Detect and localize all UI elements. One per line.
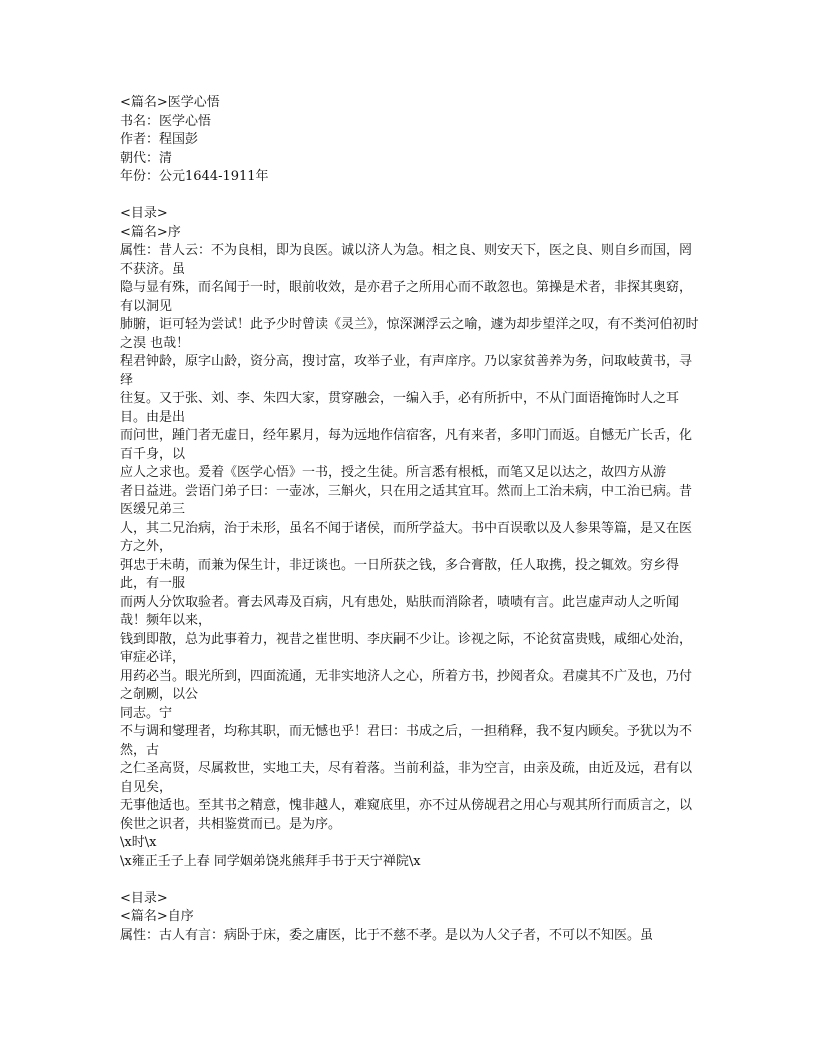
paragraph-line: 属性：古人有言：病卧于床，委之庸医，比于不慈不孝。是以为人父子者，不可以不知医。虽	[120, 927, 654, 943]
section-title-self-preface: <篇名>自序	[120, 909, 194, 924]
paragraph-line: 往复。又于张、刘、李、朱四大家，贯穿融会，一编入手，必有所折中，不从门面语掩饰时人之耳目。由是出	[120, 391, 680, 425]
paragraph-line: 属性：昔人云：不为良相，即为良医。诚以济人为急。相之良、则安天下，医之良、则自乡而国，罔不获济。虽	[120, 243, 693, 277]
paragraph-line: 而问世，踵门者无虚日，经年累月，每为远地作信宿客，凡有来者，多叩门而返。自憾无广长舌，化百千身，以	[120, 428, 693, 462]
section-title-preface: <篇名>序	[120, 224, 181, 240]
book-line: 书名：医学心悟	[120, 113, 212, 129]
paragraph-line: 者日益进。尝语门弟子曰：一壶冰，三斛火，只在用之适其宜耳。然而上工治未病，中工治已病。昔医缓兄弟三	[120, 483, 693, 517]
paragraph-line: 同志。宁	[120, 705, 173, 721]
document-page	[120, 94, 700, 945]
paragraph-line: 无事他适也。至其书之精意，愧非越人，难窥底里，亦不过从傍觇君之用心与观其所行而质言之，以俟世之识者，共相鉴赏而已。是为序。	[120, 798, 693, 832]
spacer	[120, 871, 700, 890]
toc-label: <目录>	[120, 206, 168, 221]
paragraph-line: 隐与显有殊，而名闻于一时，眼前收效，是亦君子之所用心而不敢忽也。第操是术者，非探其奥窈，有以洞见	[120, 280, 693, 314]
year-line: 年份：公元1644-1911年	[120, 169, 269, 184]
paragraph-line: 不与调和燮理者，均称其职，而无憾也乎！君曰：书成之后，一担稍释，我不复内顾矣。予犹以为不然，古	[120, 724, 693, 758]
author-line: 作者：程国彭	[120, 132, 199, 147]
toc-label: <目录>	[120, 890, 168, 906]
paragraph-line: 钱到即散，总为此事着力，视昔之崔世明、李庆嗣不少让。诊视之际，不论贫富贵贱，咸细心处治，审症必详，	[120, 631, 693, 665]
signature-line: \x雍正壬子上春 同学姻弟饶兆熊拜手书于天宁禅院\x	[120, 853, 421, 869]
time-line: \x时\x	[120, 835, 157, 850]
paragraph-line: 用药必当。眼光所到，四面流通，无非实地济人之心，所着方书，抄阅者众。君虞其不广及也，乃付之剞劂，以公	[120, 668, 693, 702]
paragraph-line: 程君钟龄，原字山龄，资分高，搜讨富，攻举子业，有声庠序。乃以家贫善养为务，问取岐黄书，寻绎	[120, 354, 693, 388]
dynasty-line: 朝代：清	[120, 150, 173, 166]
title-line: <篇名>医学心悟	[120, 95, 220, 110]
paragraph-line: 人，其二兄治病，治于未形，虽名不闻于诸侯，而所学益大。书中百误歌以及人参果等篇，是又在医方之外，	[120, 520, 693, 554]
paragraph-line: 应人之求也。爰着《医学心悟》一书，授之生徒。所言悉有根柢，而笔又足以达之，故四方从游	[120, 465, 667, 480]
paragraph-line: 而两人分饮取验者。膏去风毒及百病，凡有患处，贴肤而消除者，啧啧有言。此岂虚声动人之听闻哉！频年以来，	[120, 594, 680, 628]
paragraph-line: 之仁圣高贤，尽属救世，实地工夫，尽有着落。当前利益，非为空言，由亲及疏，由近及远，君有以自见矣，	[120, 761, 693, 795]
paragraph-line: 肺腑，讵可轻为尝试！此予少时曾读《灵兰》，惊深渊浮云之喻，遽为却步望洋之叹，有不类河伯初时之淏 也哉！	[120, 317, 699, 351]
spacer	[120, 187, 700, 206]
paragraph-line: 弭忠于未萌，而兼为保生计，非迂谈也。一日所获之钱，多合膏散，任人取携，投之辄效。穷乡得此，有一服	[120, 557, 680, 591]
